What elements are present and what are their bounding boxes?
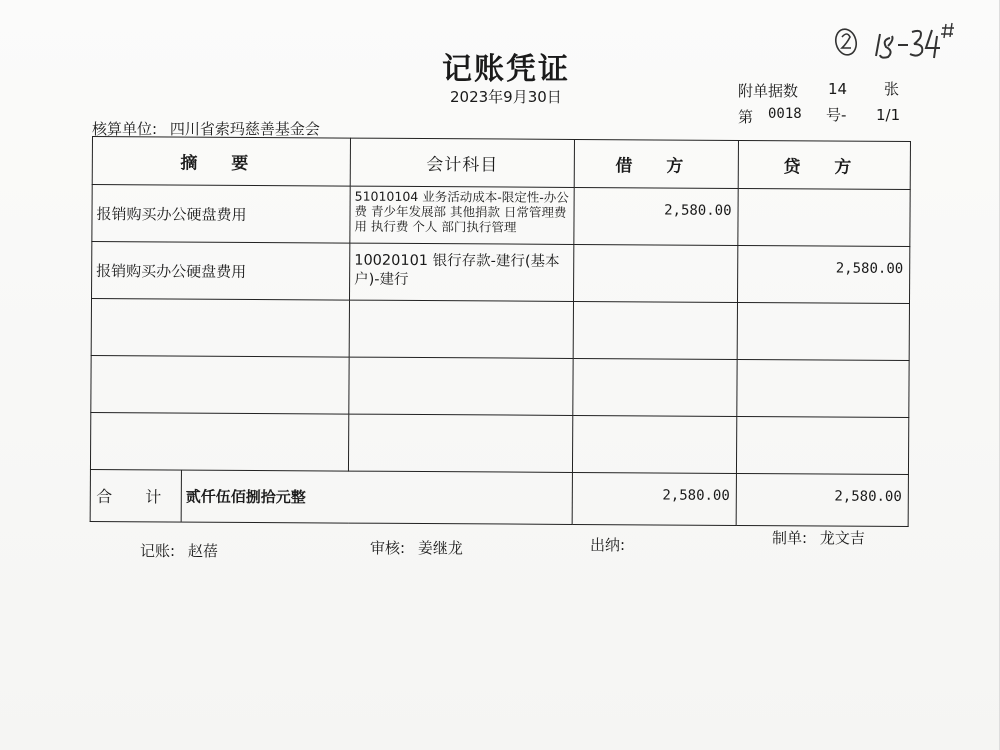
bookkeeper-label: 记账: — [140, 542, 176, 560]
unit-name: 四川省索玛慈善基金会 — [169, 120, 320, 138]
voucher-no-prefix: 第 — [738, 108, 754, 126]
total-cell — [90, 469, 572, 524]
document-title: 记账凭证 — [442, 52, 570, 87]
voucher-number: 0018 — [768, 106, 802, 122]
voucher-no-suffix: 号- — [826, 106, 847, 124]
table-row — [92, 185, 910, 247]
total-label: 合 计 — [91, 470, 182, 522]
reviewer-name: 姜继龙 — [417, 539, 463, 557]
page-indicator: 1/1 — [876, 106, 901, 124]
cashier-signature — [590, 534, 625, 555]
attachments-count: 14 — [828, 80, 848, 98]
table-row-empty — [91, 299, 909, 361]
row-debit: 2,580.00 — [574, 187, 738, 245]
voucher-table — [90, 136, 910, 524]
table-row — [92, 242, 910, 304]
header-debit: 借 方 — [574, 139, 738, 188]
header-account: 会计科目 — [350, 138, 574, 187]
voucher-date: 2023年9月30日 — [450, 88, 562, 106]
preparer-signature — [772, 527, 865, 548]
handwritten-mark-icon — [832, 18, 962, 68]
row-summary: 报销购买办公硬盘费用 — [92, 185, 350, 244]
table-row-empty — [91, 355, 909, 417]
total-debit: 2,580.00 — [572, 472, 736, 525]
row-account: 10020101 银行存款-建行(基本户)-建行 — [350, 243, 574, 301]
row-summary: 报销购买办公硬盘费用 — [92, 242, 350, 301]
bookkeeper-signature — [140, 540, 218, 561]
row-debit — [573, 244, 737, 302]
total-credit: 2,580.00 — [736, 473, 908, 526]
table-row-empty — [90, 412, 908, 474]
preparer-name: 龙文吉 — [819, 529, 865, 547]
total-row — [90, 469, 908, 526]
cashier-label: 出纳: — [590, 536, 626, 554]
attachments-unit: 张 — [884, 80, 900, 98]
header-summary: 摘 要 — [92, 137, 350, 187]
row-credit — [738, 188, 910, 246]
total-in-words: 贰仟伍佰捌拾元整 — [185, 487, 306, 507]
unit-label: 核算单位: — [92, 120, 158, 138]
attachments-label: 附单据数 — [738, 82, 799, 100]
row-credit: 2,580.00 — [737, 245, 909, 303]
row-account: 51010104 业务活动成本-限定性-办公费 青少年发展部 其他捐款 日常管理费用 执行费 个人 部门执行管理 — [350, 186, 574, 244]
reviewer-signature — [370, 537, 463, 558]
reviewer-label: 审核: — [370, 539, 406, 557]
bookkeeper-name: 赵蓓 — [187, 542, 218, 560]
preparer-label: 制单: — [772, 529, 808, 547]
header-credit: 贷 方 — [738, 140, 910, 189]
